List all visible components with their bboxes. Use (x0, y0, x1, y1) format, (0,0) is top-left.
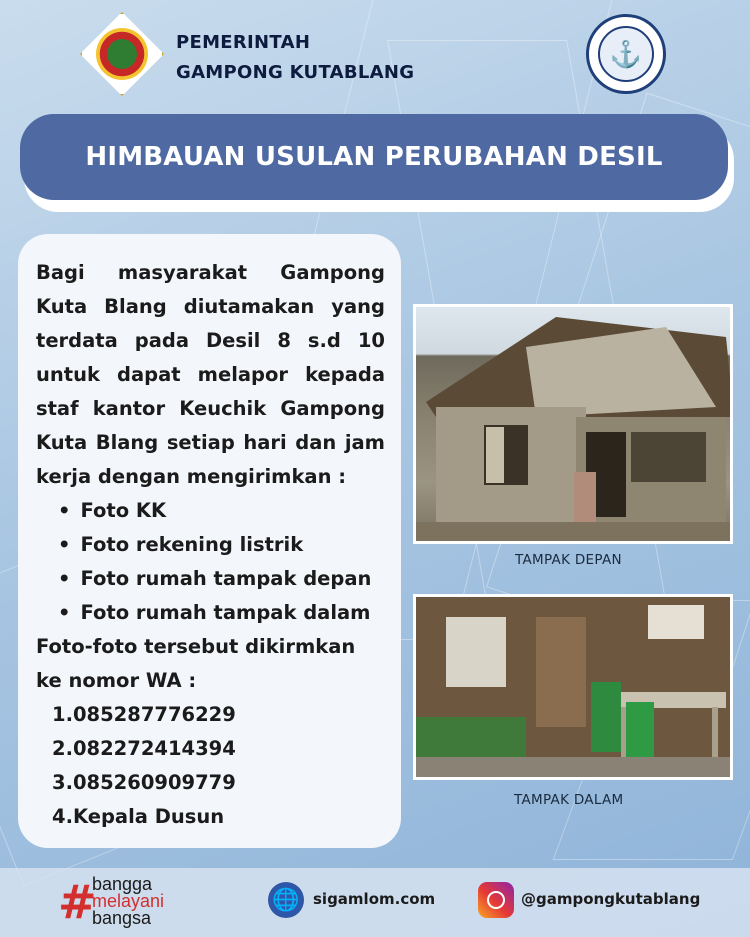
gov-line-1: PEMERINTAH (176, 32, 311, 53)
house-front-photo (413, 304, 733, 544)
instagram-icon (478, 882, 514, 918)
send-instruction: Foto-foto tersebut dikirmkan ke nomor WA : (36, 635, 356, 692)
document-item: • Foto rumah tampak depan (58, 562, 385, 596)
house-front-illustration (416, 307, 733, 544)
contact-item: 3.085260909779 (52, 771, 236, 794)
instagram-handle[interactable]: @gampongkutablang (521, 890, 701, 908)
gampong-emblem-icon (96, 28, 148, 80)
announcement-card (18, 234, 401, 848)
house-inside-photo (413, 594, 733, 780)
front-photo-caption: TAMPAK DEPAN (515, 552, 622, 568)
contact-item: 4.Kepala Dusun (52, 805, 225, 828)
contact-item: 2.082272414394 (52, 737, 236, 760)
house-inside-illustration (416, 597, 733, 780)
government-title (176, 28, 414, 88)
contact-list (52, 698, 385, 834)
inside-photo-caption: TAMPAK DALAM (514, 792, 624, 808)
tagline (92, 876, 164, 927)
gov-line-2: GAMPONG KUTABLANG (176, 62, 415, 83)
page-title: HIMBAUAN USULAN PERUBAHAN DESIL (85, 142, 663, 172)
title-banner (20, 114, 728, 200)
globe-icon: 🌐 (268, 882, 304, 918)
gampong-emblem-logo (80, 12, 164, 96)
tagline-line: bangsa (92, 908, 152, 928)
tagline-line: melayani (92, 891, 165, 911)
document-item: • Foto rekening listrik (58, 528, 385, 562)
gampong-kuta-blang-seal-icon: ⚓ (598, 26, 654, 82)
contact-item: 1.085287776229 (52, 703, 236, 726)
document-item: • Foto KK (58, 494, 385, 528)
hashtag-symbol: # (58, 875, 97, 929)
intro-text: Bagi masyarakat Gampong Kuta Blang diutamakan yang terdata pada Desil 8 s.d 10 untuk dapat melapor kepada staf kantor Keuchik Gampong Kuta Blang setiap hari dan jam kerja dengan mengirimkan : (36, 261, 385, 488)
website-link[interactable]: sigamlom.com (313, 890, 436, 908)
document-list (58, 494, 385, 630)
tagline-line: bangga (92, 874, 153, 894)
document-item: • Foto rumah tampak dalam (58, 596, 385, 630)
gampong-kuta-blang-seal (586, 14, 666, 94)
